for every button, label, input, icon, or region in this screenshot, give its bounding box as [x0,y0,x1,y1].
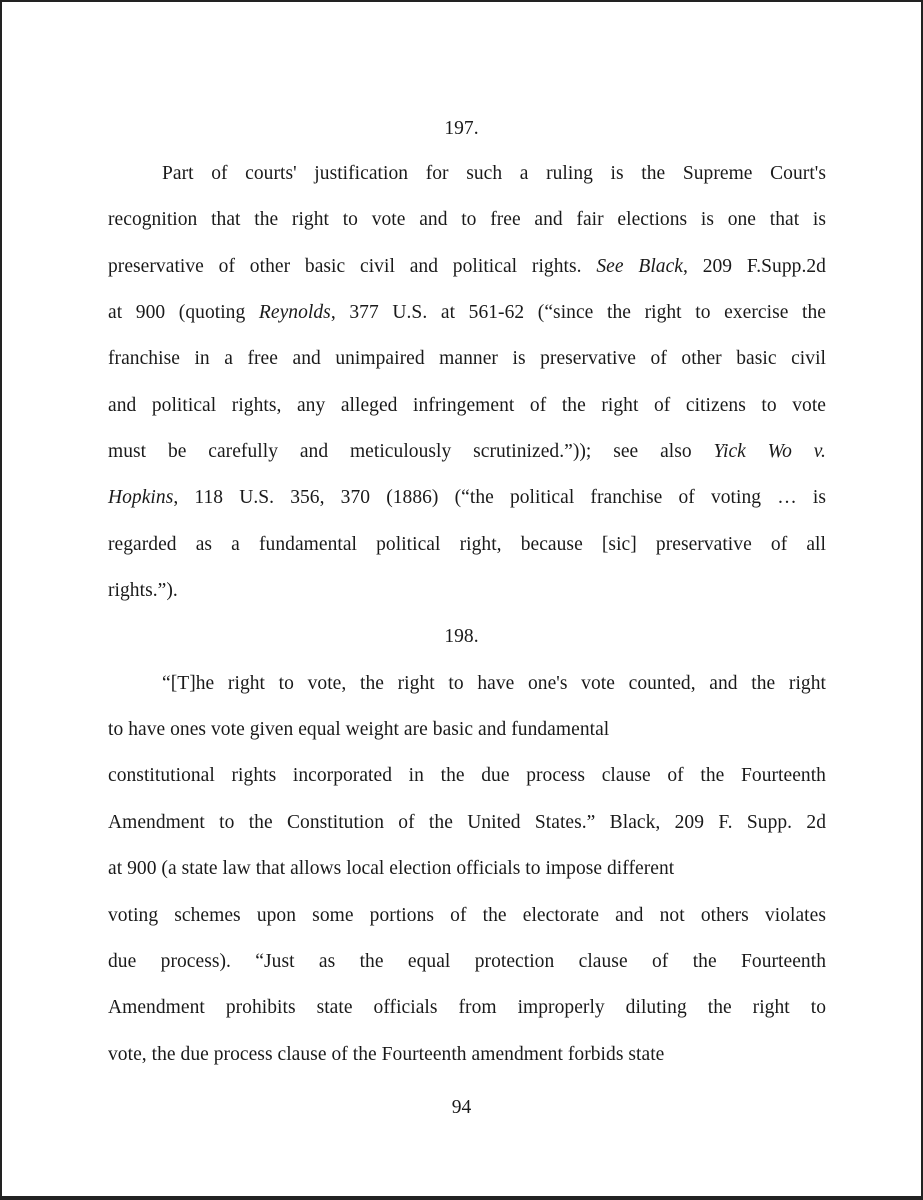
case-citation: See Black [596,256,683,277]
text-segment: must be carefully and meticulously scrutinized.”)); see also [108,441,692,462]
text-line: “[T]he right to vote, the right to have one's vote counted, and the right [162,673,826,694]
text-segment: , 118 U.S. 356, 370 (1886) (“the political franchise of voting … is [173,487,826,508]
case-citation: Hopkins [108,487,174,508]
paragraph-number: 198. [444,626,479,647]
text-line: constitutional rights incorporated in the due process clause of the Fourteenth [108,765,826,786]
page-number: 94 [451,1097,472,1118]
text-line: rights.”). [108,580,178,601]
text-line [108,255,826,279]
text-line: at 900 (a state law that allows local election officials to impose different [108,858,675,879]
text-segment: at 900 (quoting [108,302,246,323]
case-citation: Yick Wo v. [713,441,826,462]
text-line: vote, the due process clause of the Fourteenth amendment forbids state [108,1044,665,1065]
text-line: due process). “Just as the equal protection clause of the Fourteenth [108,951,826,972]
text-line [108,440,826,464]
text-line [108,486,826,510]
text-line: franchise in a free and unimpaired manner is preservative of other basic civil [108,348,826,369]
text-line: regarded as a fundamental political right, because [sic] preservative of all [108,534,826,555]
text-line [108,301,826,325]
text-line: Amendment prohibits state officials from improperly diluting the right to [108,997,826,1018]
text-line: to have ones vote given equal weight are basic and fundamental [108,719,610,740]
text-line: recognition that the right to vote and to free and fair elections is one that is [108,209,826,230]
text-line: and political rights, any alleged infringement of the right of citizens to vote [108,395,826,416]
text-line: Part of courts' justification for such a ruling is the Supreme Court's [162,163,826,184]
text-segment: , 209 F.Supp.2d [683,256,826,277]
text-line: Amendment to the Constitution of the United States.” Black, 209 F. Supp. 2d [108,812,826,833]
text-line: voting schemes upon some portions of the electorate and not others violates [108,905,826,926]
text-segment: , 377 U.S. at 561-62 (“since the right to exercise the [330,302,827,323]
case-citation: Reynolds [258,302,331,323]
text-segment: preservative of other basic civil and political rights. [108,256,582,277]
paragraph-number: 197. [444,118,479,139]
